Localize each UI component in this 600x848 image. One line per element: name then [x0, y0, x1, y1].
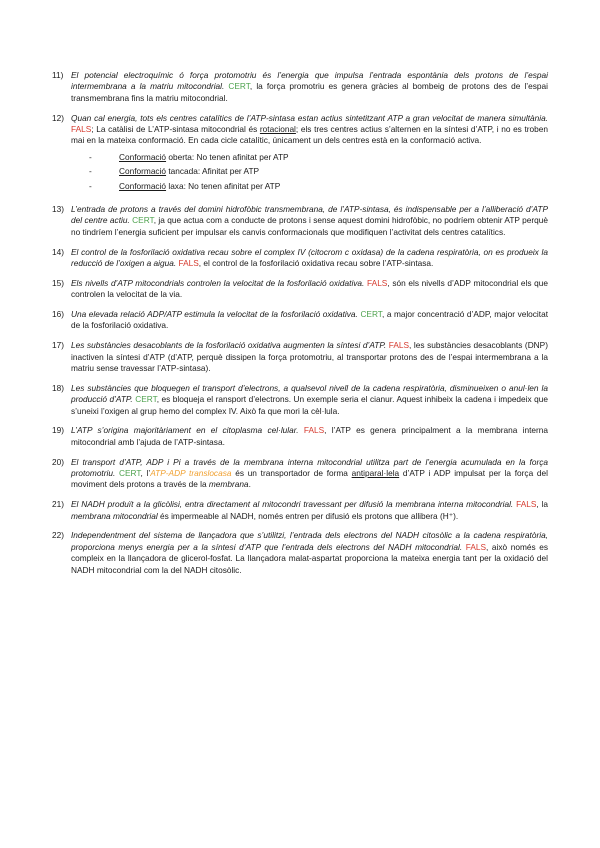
list-item-text: tancada: Afinitat per ATP [166, 166, 260, 177]
verdict-cert: CERT [135, 394, 157, 405]
question-body [71, 247, 548, 270]
question-statement: Independentment del sistema de llançadora que s’utilitzi, l’entrada dels electrons del NADH citosòlic a la cadena respiratòria, proporciona menys energia per a la síntesi d’ATP que l’entrada dels electrons del NADH mitocondrial. [71, 530, 548, 552]
bullet-dash: - [89, 151, 92, 162]
answer-text: , són els nivells d’ADP mitocondrial els que controlen la velocitat de la via. [71, 277, 548, 300]
document-page [52, 70, 548, 584]
question-20 [52, 457, 548, 491]
question-number: 15) [52, 277, 64, 288]
answer-text: , ja que actua com a conducte de protons i sense aquest domini hidrofòbic, no podríem obtenir ATP perquè no tindríem l’energia suficient per impulsar els canvis conformacionals que modifiquen l’activitat dels centres catalítics. [71, 215, 549, 237]
answer-text: és impermeable al NADH, només entren per difusió els protons que allibera (H⁺). [157, 510, 459, 521]
question-body [71, 340, 548, 374]
question-number: 19) [52, 425, 64, 436]
question-statement: El potencial electroquímic ó força protomotriu és l’energia que impulsa l’entrada espontània dels protons de l’espai intermembrana a la matriu mitocondrial. [71, 70, 548, 92]
question-body [71, 499, 548, 522]
answer-text: , la [536, 499, 548, 510]
list-item [71, 181, 548, 192]
question-12 [52, 113, 548, 196]
underlined-term: Conformació [119, 181, 167, 192]
question-statement: Una elevada relació ADP/ATP estimula la velocitat de la fosforilació oxidativa. [71, 309, 358, 320]
question-16 [52, 309, 548, 332]
question-number: 21) [52, 499, 64, 510]
list-item-text: laxa: No tenen afinitat per ATP [166, 181, 281, 192]
answer-text: . [248, 479, 251, 490]
question-13 [52, 204, 548, 238]
question-number: 12) [52, 112, 64, 123]
italic-term: membrana [208, 479, 249, 490]
underlined-term: Conformació [119, 151, 167, 162]
question-number: 11) [52, 70, 64, 80]
question-number: 13) [52, 204, 64, 214]
question-18 [52, 383, 548, 417]
question-statement: Les substàncies que bloquegen el transport d’electrons, a qualsevol nivell de la cadena respiratòria, disminueixen o anul·len la producció d’ATP. [71, 382, 548, 405]
question-statement: El control de la fosforilació oxidativa recau sobre el complex IV (citocrom c oxidasa) de la cadena respiratòria, on es produeix la reducció de l’oxigen a aigua. [71, 246, 548, 269]
verdict-cert: CERT [132, 215, 154, 226]
answer-text: , això només es compleix en la llançadora de glicerol-fosfat. La llançadora malat-aspartat proporciona la mateixa energia tant per la oxidació del NADH mitocondrial com la del NADH citosòlic. [71, 541, 548, 575]
question-statement: L’ATP s’origina majoritàriament en el citoplasma cel·lular. [71, 425, 299, 436]
question-statement: Els nivells d’ATP mitocondrials controlen la velocitat de la fosforilació oxidativa. [71, 277, 365, 288]
answer-text: , es bloqueja el ransport d’electrons. Un exemple seria el cianur. Aquest inhibeix la cadena i impedeix que s’uneixi l’oxigen al grup hemo del complex IV. Això fa que mori la cèl·lula. [71, 394, 548, 416]
question-11 [52, 70, 548, 104]
verdict-fals: FALS [303, 425, 325, 436]
answer-text: , el control de la fosforilació oxidativa recau sobre l’ATP-sintasa. [198, 258, 434, 269]
verdict-fals: FALS [71, 124, 92, 135]
italic-term: membrana mitocondrial [71, 510, 158, 521]
underlined-term: Conformació [119, 166, 167, 177]
verdict-cert: CERT [360, 309, 382, 320]
question-body [71, 113, 548, 196]
verdict-fals: FALS [516, 499, 537, 510]
question-15 [52, 278, 548, 301]
question-14 [52, 247, 548, 270]
question-statement: El NADH produït a la glicòlisi, entra directament al mitocondri travessant per difusió la membrana interna mitocondrial. [71, 499, 514, 510]
question-19 [52, 425, 548, 448]
question-statement: Quan cal energia, tots els centres catalítics de l’ATP-sintasa estan actius sintetitzant ATP a gran velocitat de manera simultània. [71, 112, 548, 123]
question-statement: El transport d’ATP, ADP i Pi a través de la membrana interna mitocondrial utilitza part de l’energia acumulada en la força protomotriu. [71, 456, 548, 479]
question-number: 17) [52, 340, 64, 351]
verdict-fals: FALS [178, 258, 199, 269]
question-21 [52, 499, 548, 522]
answer-text: ; els tres centres actius s’alternen en la síntesi d’ATP, i no es troben mai en la mateixa conformació. En cada cicle catalític, únicament un dels centres està en la conformació activa. [71, 124, 548, 146]
conformation-list [71, 152, 548, 193]
question-body [71, 278, 548, 301]
list-item [71, 166, 548, 177]
answer-text: és un transportador de forma [231, 468, 352, 479]
answer-text: , les substàncies desacoblants (DNP) inactiven la síntesi d’ATP (d’ATP, perquè dissipen la força protomotriu, al transportar protons des de l’espai intermembrana a la matriu sense travessar l’ATP-sintasa). [71, 340, 548, 374]
question-body [71, 204, 548, 238]
answer-text: , a major concentració d’ADP, major velocitat de la fosforilació oxidativa. [71, 309, 548, 331]
question-number: 20) [52, 456, 64, 467]
answer-text: d’ATP i ADP impulsat per la força del moviment dels protons a través de la [71, 468, 548, 490]
question-number: 18) [52, 382, 64, 393]
underlined-term: rotacional [259, 124, 296, 135]
list-item [71, 152, 548, 163]
question-number: 16) [52, 309, 64, 320]
list-item-text: oberta: No tenen afinitat per ATP [166, 151, 289, 162]
question-body [71, 530, 548, 576]
question-body [71, 457, 548, 491]
question-body [71, 309, 548, 332]
question-17 [52, 340, 548, 374]
underlined-term: antiparal·lela [351, 468, 400, 479]
bullet-dash: - [89, 166, 92, 177]
verdict-fals: FALS [388, 340, 409, 351]
verdict-fals: FALS [367, 277, 388, 288]
bullet-dash: - [89, 181, 92, 192]
verdict-cert: CERT [228, 81, 250, 92]
verdict-fals: FALS [465, 541, 487, 552]
answer-text: , l’ [140, 468, 151, 479]
question-statement: Les substàncies desacoblants de la fosforilació oxidativa augmenten la síntesi d’ATP. [71, 340, 387, 351]
question-statement: L’entrada de protons a través del domini hidrofòbic transmembrana, de l’ATP-sintasa, és indispensable per a l’alliberació d’ATP del centre actiu. [71, 204, 548, 226]
answer-text: , la força promotriu es genera gràcies al bombeig de protons des de l’espai transmembrana fins la matriu mitocondrial. [71, 81, 548, 103]
question-body [71, 70, 548, 104]
question-number: 14) [52, 246, 64, 257]
question-body [71, 383, 548, 417]
question-number: 22) [52, 530, 64, 541]
highlighted-term: ATP-ADP translocasa [150, 468, 232, 479]
answer-text: ; La catàlisi de L’ATP-sintasa mitocondrial és [91, 124, 260, 135]
question-22 [52, 530, 548, 576]
verdict-cert: CERT [119, 468, 141, 479]
question-body [71, 425, 548, 448]
answer-text: , l’ATP es genera principalment a la membrana interna mitocondrial amb l’ajuda de l’ATP-sintasa. [71, 425, 548, 447]
